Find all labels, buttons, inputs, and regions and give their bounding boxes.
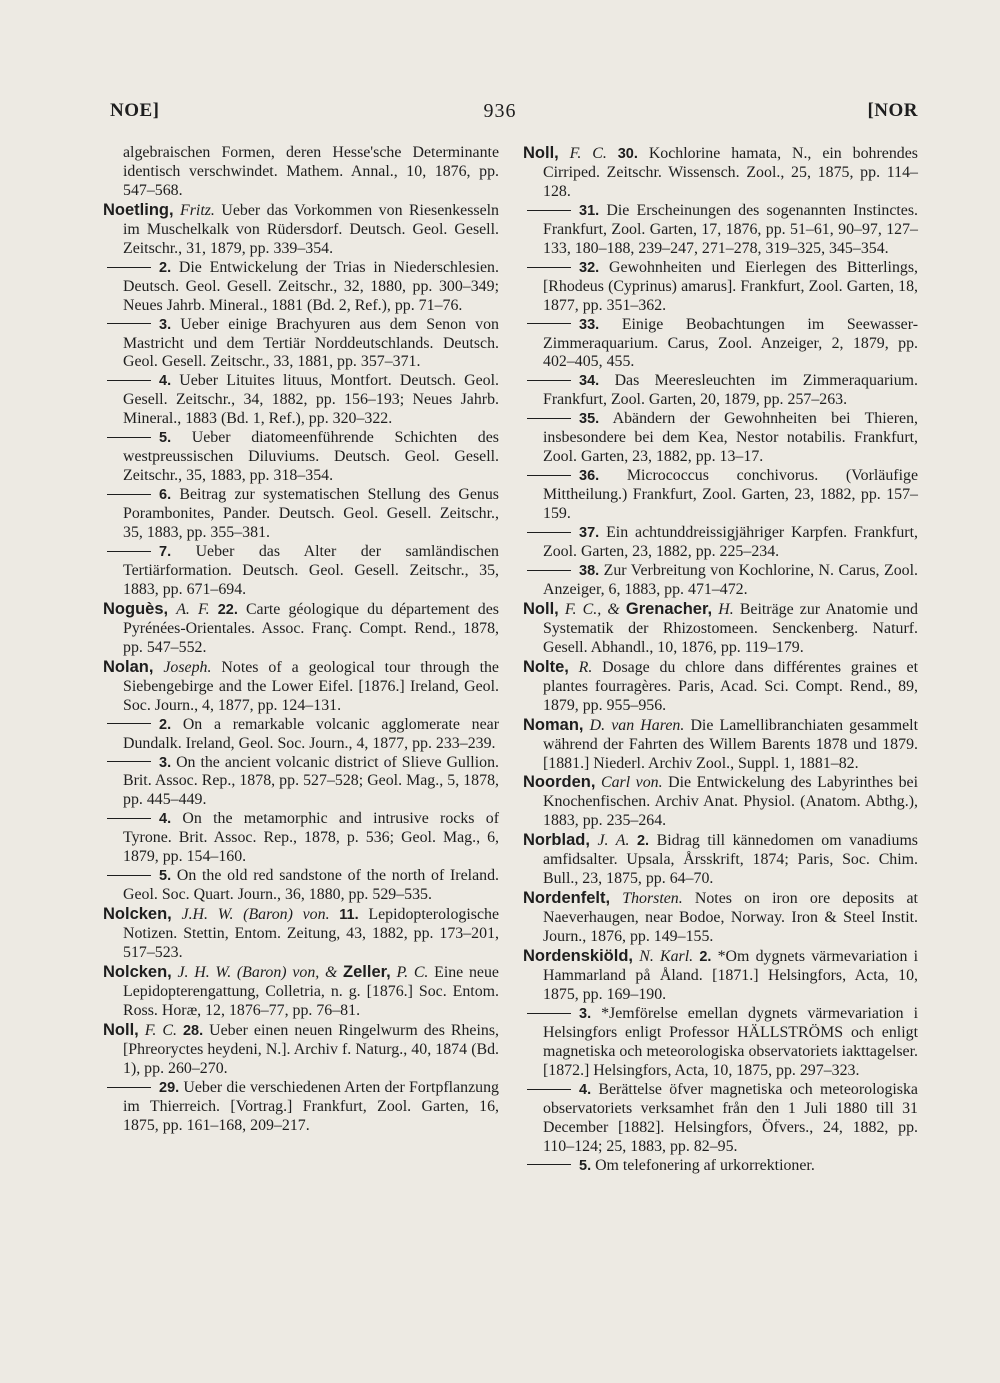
ditto-dash [527,1089,571,1090]
entry-number: 11. [339,907,359,924]
author-given-name: N. Karl. [639,948,694,966]
bibliography-entry [103,658,499,716]
entry-number: 2. [159,259,172,276]
bibliography-entry [523,658,918,716]
author-given-name: Joseph. [163,658,212,676]
bibliography-entry [523,467,918,524]
bibliography-entry [523,773,918,831]
entry-number: 7. [159,544,172,561]
entry-number: 32. [579,259,600,276]
author-given-name: A. F. [176,600,210,618]
ditto-dash [527,1164,571,1165]
bibliography-entry [523,372,918,410]
author-name: Noorden, [523,773,596,792]
bibliography-entry [103,201,499,259]
author-given-name: F. C. [144,1021,177,1039]
bibliography-entry [523,524,918,562]
bibliography-entry [103,867,499,905]
bibliography-entry [103,905,499,963]
entry-text: Bidrag till kännedomen om vanadiums amfidsalter. Upsala, Årsskrift, 1874; Paris, Soc. Chim. Bull., 23, 1875, pp. 64–70. [543,832,918,888]
bibliography-entry [523,716,918,774]
entry-number: 5. [159,430,172,447]
author-given-name: D. van Haren. [589,716,685,734]
entry-text: *Jemförelse emellan dygnets värmevariation i Helsingfors enligt Professor HÄLLSTRÖMS och enligt magnetiska och meteorologiska observatoriets iakttagelser. [1872.] Helsingfors, Acta, 10, 1875, pp. 297–323. [543,1004,918,1079]
entry-text: Die Entwickelung des Labyrinthes bei Knochenfischen. Archiv Anat. Physiol. (Anatom. Abthg.), 1883, pp. 235–264. [543,774,918,830]
right-column [523,144,918,1175]
author-given-name: Thorsten. [622,890,683,908]
ditto-dash [527,323,571,324]
bibliography-entry [523,831,918,889]
ditto-dash [107,723,151,724]
bibliography-entry [523,1157,918,1176]
bibliography-entry [103,316,499,373]
entry-number: 37. [579,525,600,542]
author-name: Nolte, [523,657,569,676]
entry-number: 4. [159,811,172,828]
ditto-dash [527,267,571,268]
entry-text: On the ancient volcanic district of Slieve Gullion. Brit. Assoc. Rep., 1878, pp. 527–528; Geol. Mag., 5, 1878, pp. 445–449. [123,753,499,809]
author-given-name: J. A. [597,832,630,850]
ditto-dash [527,418,571,419]
entry-text: Beiträge zur Anatomie und Systematik der Rhizostomeen. Senckenberg. Naturf. Gesell. Abhandl., 10, 1876, pp. 119–179. [543,600,918,656]
bibliography-entry [103,963,499,1021]
entry-number: 29. [159,1079,180,1096]
entry-text: Kochlorine hamata, N., ein bohrendes Cirriped. Zeitschr. Wissensch. Zool., 25, 1875, pp. 114–128. [543,145,918,200]
ditto-dash [527,532,571,533]
bibliography-entry [103,486,499,543]
entry-text: On a remarkable volcanic agglomerate near Dundalk. Ireland, Geol. Soc. Journ., 4, 1877, pp. 233–239. [123,715,499,752]
entry-text: Einige Beobachtungen im Seewasser-Zimmeraquarium. Carus, Zool. Anzeiger, 2, 1879, pp. 402–405, 455. [543,315,918,371]
entry-text: Ein achtunddreissigjähriger Karpfen. Frankfurt, Zool. Garten, 23, 1882, pp. 225–234. [543,524,918,561]
entry-text: Die Erscheinungen des sogenannten Instinctes. Frankfurt, Zool. Garten, 17, 1876, pp. 51–61, 90–97, 127–133, 180–188, 239–247, 271–278, 319–325, 345–354. [543,201,918,257]
entry-number: 4. [159,373,172,390]
left-column [103,144,499,1136]
bibliography-entry [103,810,499,867]
entry-text: Gewohnheiten und Eierlegen des Bitterlings, [Rhodeus (Cyprinus) amarus]. Frankfurt, Zool. Garten, 18, 1877, pp. 351–362. [543,258,918,314]
author-name: Noll, [103,1020,139,1039]
entry-text: Ueber Lituites lituus, Montfort. Deutsch. Geol. Gesell. Zeitschr., 34, 1882, pp. 156–193; Neues Jahrb. Mineral., 1883 (Bd. 1, Ref.), pp. 320–322. [123,372,499,428]
author-given-name: R. [578,658,593,676]
bibliography-entry [103,600,499,658]
entry-number: 4. [579,1081,592,1098]
entry-text: Ueber die verschiedenen Arten der Fortpflanzung im Thierreich. [Vortrag.] Frankfurt, Zool. Garten, 16, 1875, pp. 161–168, 209–217. [123,1078,499,1134]
author-name: Norblad, [523,831,590,850]
entry-text: Beitrag zur systematischen Stellung des Genus Porambonites, Pander. Deutsch. Geol. Gesell. Zeitschr., 35, 1883, pp. 355–381. [123,486,499,542]
coauthor-given-name: H. [718,600,734,618]
bibliography-entry [103,754,499,811]
entry-number: 2. [699,949,712,966]
entry-number: 3. [579,1005,592,1022]
bibliography-entry [103,716,499,754]
bibliography-entry [103,372,499,429]
entry-text: Ueber einen neuen Ringelwurm des Rheins, [Phreoryctes heydeni, N.]. Archiv f. Naturg., 40, 1874 (Bd. 1), pp. 260–270. [123,1021,499,1077]
entry-number: 28. [182,1022,204,1039]
entry-number: 34. [579,373,600,390]
entry-text: Om telefonering af urkorrektioner. [595,1156,815,1174]
bibliography-entry [523,600,918,658]
ditto-dash [527,380,571,381]
bibliography-entry [523,889,918,947]
author-name: Noll, [523,144,559,162]
entry-number: 5. [579,1157,592,1174]
entry-number: 6. [159,487,172,504]
author-given-name: Carl von. [600,774,663,792]
author-given-name: F. C. [569,145,607,162]
entry-text: *Om dygnets värmevariation i Hammarland på Åland. [1871.] Helsingfors, Acta, 10, 1875, pp. 169–190. [543,948,918,1003]
author-name: Nolan, [103,657,154,676]
author-given-name: J.H. W. (Baron) von. [181,906,330,924]
entry-text: Micrococcus conchivorus. (Vorläufige Mittheilung.) Frankfurt, Zool. Garten, 23, 1882, pp. 157–159. [543,467,918,523]
entry-number: 3. [159,754,172,771]
ditto-dash [107,818,151,819]
bibliography-entry [523,316,918,373]
running-head-right: [NOR [867,100,918,121]
entry-text: Zur Verbreitung von Kochlorine, N. Carus, Zool. Anzeiger, 6, 1883, pp. 471–472. [543,561,918,598]
bibliography-entry [103,1021,499,1079]
entry-text: Berättelse öfver magnetiska och meteorologiska observatoriets verksamhet från den 1 Juli 1880 till 31 December [1882]. Helsingfors, Öfvers., 24, 1882, pp. 110–124; 25, 1883, pp. 82–95. [543,1080,918,1155]
author-name: Noll, [523,599,559,618]
bibliography-entry [103,144,499,201]
bibliography-entry [103,429,499,486]
ditto-dash [527,210,571,211]
entry-number: 22. [217,601,238,618]
bibliography-entry [523,202,918,259]
ditto-dash [107,875,151,876]
ditto-dash [527,475,571,476]
entry-number: 2. [159,716,172,733]
entry-number: 30. [617,146,638,162]
entry-text: Ueber das Vorkommen von Riesenkesseln im Muschelkalk von Rüdersdorf. Deutsch. Geol. Gesell. Zeitschr., 31, 1879, pp. 339–354. [123,201,499,257]
bibliography-entry [103,1079,499,1136]
author-name: Noguès, [103,599,169,618]
entry-number: 3. [159,316,172,333]
page-number: 936 [483,100,517,122]
ditto-dash [107,494,151,495]
author-given-name: J. H. W. (Baron) von, & [177,963,338,981]
entry-number: 38. [579,562,600,579]
entry-text: Lepidopterologische Notizen. Stettin, Entom. Zeitung, 43, 1882, pp. 173–201, 517–523. [123,906,499,962]
author-name: Noetling, [103,200,174,219]
ditto-dash [107,551,151,552]
bibliography-entry [523,410,918,467]
entry-text: Notes of a geological tour through the Siebengebirge and the Lower Eifel. [1876.] Ireland, Geol. Soc. Journ., 4, 1877, pp. 124–131. [123,658,499,714]
entry-text: Carte géologique du département des Pyrénées-Orientales. Assoc. Franç. Compt. Rend., 1878, pp. 547–552. [123,600,499,656]
bibliography-entry [523,1081,918,1157]
ditto-dash [107,267,151,268]
entry-number: 36. [579,468,600,485]
coauthor-given-name: P. C. [396,963,429,981]
ditto-dash [527,1013,571,1014]
author-given-name: Fritz. [180,201,215,219]
entry-text: Notes on iron ore deposits at Naeverhaugen, near Bodoe, Norway. Iron & Steel Instit. Journ., 1876, pp. 149–155. [543,890,918,946]
bibliography-entry [523,562,918,600]
ditto-dash [107,1087,151,1088]
entry-text: Ueber das Alter der samländischen Tertiärformation. Deutsch. Geol. Gesell. Zeitschr., 35, 1883, pp. 671–694. [123,543,499,598]
ditto-dash [527,570,571,571]
entry-number: 5. [159,868,172,885]
author-name: Nordenfelt, [523,889,611,908]
ditto-dash [107,761,151,762]
bibliography-entry [523,144,918,202]
author-name: Nolcken, [103,905,172,924]
entry-text: Die Entwickelung der Trias in Niederschlesien. Deutsch. Geol. Gesell. Zeitschr., 32, 1880, pp. 300–349; Neues Jahrb. Mineral., 1881 (Bd. 2, Ref.), pp. 71–76. [123,258,499,314]
entry-number: 31. [579,202,600,219]
ditto-dash [107,323,151,324]
bibliography-entry [103,543,499,600]
author-name: Noman, [523,715,584,734]
entry-text: Ueber diatomeenführende Schichten des westpreussischen Diluviums. Deutsch. Geol. Gesell. Zeitschr., 35, 1883, pp. 318–354. [123,429,499,485]
entry-number: 33. [579,316,600,333]
author-name: Nordenskiöld, [523,947,634,966]
ditto-dash [107,437,151,438]
author-name: Nolcken, [103,962,172,981]
author-given-name: F. C., & [564,600,620,618]
entry-text: Eine neue Lepidopterengattung, Colletria, n. g. [1876.] Soc. Entom. Ross. Horæ, 12, 1876–77, pp. 76–81. [123,963,499,1019]
entry-text: Abändern der Gewohnheiten bei Thieren, insbesondere bei dem Kea, Nestor notabilis. Frankfurt, Zool. Garten, 23, 1882, pp. 13–17. [543,410,918,466]
running-head-left: NOE] [110,100,160,121]
entry-text: Die Lamellibranchiaten gesammelt während der Fahrten des Willem Barents 1878 und 1879. [1881.] Niederl. Archiv Zool., Suppl. 1, 1881–82. [543,716,919,772]
entry-text: On the metamorphic and intrusive rocks of Tyrone. Brit. Assoc. Rep., 1878, p. 536; Geol. Mag., 6, 1879, pp. 154–160. [123,810,499,866]
entry-text: Dosage du chlore dans différentes graines et plantes fourragères. Paris, Acad. Sci. Compt. Rend., 89, 1879, pp. 955–956. [543,658,918,714]
entry-text: Ueber einige Brachyuren aus dem Senon von Mastricht und dem Tertiär Norddeutschlands. Deutsch. Geol. Gesell. Zeitschr., 33, 1881, pp. 357–371. [123,315,499,371]
bibliography-entry [523,1005,918,1081]
coauthor-name: Grenacher, [625,599,713,618]
ditto-dash [107,380,151,381]
coauthor-name: Zeller, [343,962,391,981]
bibliography-entry [103,259,499,316]
entry-text: algebraischen Formen, deren Hesse'sche Determinante identisch verschwindet. Mathem. Annal., 10, 1876, pp. 547–568. [123,144,499,199]
entry-text: Das Meeresleuchten im Zimmeraquarium. Frankfurt, Zool. Garten, 20, 1879, pp. 257–263. [543,372,918,409]
entry-text: On the old red sandstone of the north of Ireland. Geol. Soc. Quart. Journ., 36, 1880, pp. 529–535. [123,867,499,904]
bibliography-entry [523,259,918,316]
entry-number: 2. [636,833,650,850]
bibliography-entry [523,947,918,1005]
entry-number: 35. [579,411,600,428]
